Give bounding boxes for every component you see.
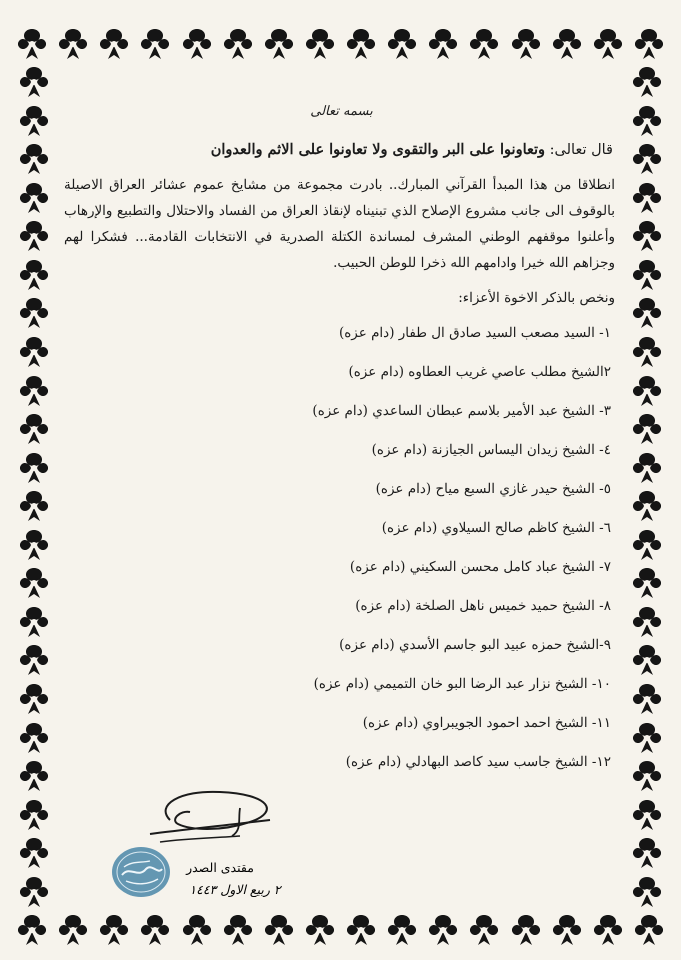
flower-ornament-icon [629,565,665,601]
main-paragraph: انطلاقا من هذا المبدأ القرآني المبارك.. بادرت مجموعة من مشايخ عموم عشائر العراق الاصيلة بالوقوف الى جانب مشروع الإصلاح الذي تبنيناه لإنقاذ العراق من الفساد والاحتلال والتطبيع والإرهاب وأعلنوا موقفهم الوطني المشرف لمساندة الكتلة الصدرية في الانتخابات القادمة... فشكرا لهم وجزاهم الله خيرا وادامهم الله ذخرا للوطن الحبيب. [64,177,615,271]
flower-ornament-icon [16,141,52,177]
flower-ornament-icon [16,373,52,409]
list-item: ٢الشيخ مطلب عاصي غريب العطاوه (دام عزه) [348,364,611,380]
flower-ornament-icon [631,26,667,62]
flower-ornament-icon [629,797,665,833]
flower-ornament-icon [629,218,665,254]
names-list [64,314,619,782]
flower-ornament-icon [16,835,52,871]
flower-ornament-icon [629,758,665,794]
list-item: ٨- الشيخ حميد خميس ناهل الصلخة (دام عزه) [355,598,611,614]
flower-ornament-icon [629,835,665,871]
flower-ornament-icon [16,218,52,254]
flower-ornament-icon [179,26,215,62]
flower-ornament-icon [16,720,52,756]
flower-ornament-icon [220,912,256,948]
flower-ornament-icon [629,411,665,447]
flower-ornament-icon [16,295,52,331]
flower-ornament-icon [14,912,50,948]
list-item: ١- السيد مصعب السيد صادق ال طفار (دام عزه) [338,325,611,341]
flower-ornament-icon [629,450,665,486]
flower-ornament-icon [16,642,52,678]
flower-ornament-icon [629,257,665,293]
flower-ornament-icon [629,604,665,640]
flower-ornament-icon [179,912,215,948]
ornament-border-bottom [14,910,667,950]
flower-ornament-icon [261,912,297,948]
flower-ornament-icon [629,64,665,100]
ornament-border-right [627,64,667,910]
signature-block [120,750,300,897]
flower-ornament-icon [629,642,665,678]
flower-ornament-icon [16,681,52,717]
flower-ornament-icon [16,758,52,794]
names-list-intro: ونخص بالذكر الاخوة الأعزاء: [458,290,615,306]
flower-ornament-icon [549,26,585,62]
list-item: ١١- الشيخ احمد احمود الجويبراوي (دام عزه) [362,715,611,731]
flower-ornament-icon [631,912,667,948]
flower-ornament-icon [16,488,52,524]
flower-ornament-icon [16,565,52,601]
flower-ornament-icon [629,681,665,717]
basmala-heading: بسمه تعالى [310,104,373,119]
flower-ornament-icon [629,334,665,370]
handwritten-signature [120,750,300,860]
flower-ornament-icon [16,64,52,100]
flower-ornament-icon [629,527,665,563]
flower-ornament-icon [16,257,52,293]
official-seal-stamp [110,845,172,899]
flower-ornament-icon [343,912,379,948]
flower-ornament-icon [16,180,52,216]
flower-ornament-icon [425,26,461,62]
list-item: ٧- الشيخ عباد كامل محسن السكيني (دام عزه) [349,559,611,575]
list-item: ٩-الشيخ حمزه عبيد البو جاسم الأسدي (دام عزه) [339,637,611,653]
list-item: ٤- الشيخ زيدان اليساس الجيازنة (دام عزه) [371,442,611,458]
flower-ornament-icon [629,488,665,524]
list-item: ٥- الشيخ حيدر غازي السبع مياح (دام عزه) [375,481,611,497]
flower-ornament-icon [220,26,256,62]
signature-date: ٢ ربيع الاول ١٤٤٣ [189,882,281,897]
flower-ornament-icon [629,141,665,177]
flower-ornament-icon [590,912,626,948]
flower-ornament-icon [629,180,665,216]
ornament-border-left [14,64,54,910]
flower-ornament-icon [466,912,502,948]
flower-ornament-icon [16,103,52,139]
list-item: ١٢- الشيخ جاسب سيد كاصد البهادلي (دام عزه) [345,754,611,770]
flower-ornament-icon [16,797,52,833]
flower-ornament-icon [629,103,665,139]
flower-ornament-icon [137,912,173,948]
flower-ornament-icon [16,411,52,447]
flower-ornament-icon [14,26,50,62]
list-item: ٦- الشيخ كاظم صالح السيلاوي (دام عزه) [381,520,611,536]
ornament-border-top [14,24,667,64]
flower-ornament-icon [384,26,420,62]
flower-ornament-icon [55,912,91,948]
flower-ornament-icon [629,720,665,756]
flower-ornament-icon [302,912,338,948]
flower-ornament-icon [590,26,626,62]
flower-ornament-icon [55,26,91,62]
flower-ornament-icon [549,912,585,948]
flower-ornament-icon [343,26,379,62]
list-item: ١٠- الشيخ نزار عبد الرضا البو خان التميمي (دام عزه) [313,676,611,692]
flower-ornament-icon [425,912,461,948]
list-item: ٣- الشيخ عبد الأمير بلاسم عبطان الساعدي (دام عزه) [312,403,611,419]
verse-intro: قال تعالى: [549,142,613,158]
verse-text: وتعاونوا على البر والتقوى ولا تعاونوا على الاثم والعدوان [210,141,546,158]
flower-ornament-icon [16,334,52,370]
flower-ornament-icon [629,295,665,331]
flower-ornament-icon [16,604,52,640]
flower-ornament-icon [96,26,132,62]
flower-ornament-icon [16,874,52,910]
flower-ornament-icon [508,912,544,948]
flower-ornament-icon [137,26,173,62]
flower-ornament-icon [16,527,52,563]
flower-ornament-icon [96,912,132,948]
flower-ornament-icon [302,26,338,62]
flower-ornament-icon [384,912,420,948]
flower-ornament-icon [16,450,52,486]
flower-ornament-icon [466,26,502,62]
signatory-name: مقتدى الصدر [186,860,254,875]
quran-verse [64,141,619,158]
flower-ornament-icon [261,26,297,62]
flower-ornament-icon [629,874,665,910]
flower-ornament-icon [508,26,544,62]
flower-ornament-icon [629,373,665,409]
